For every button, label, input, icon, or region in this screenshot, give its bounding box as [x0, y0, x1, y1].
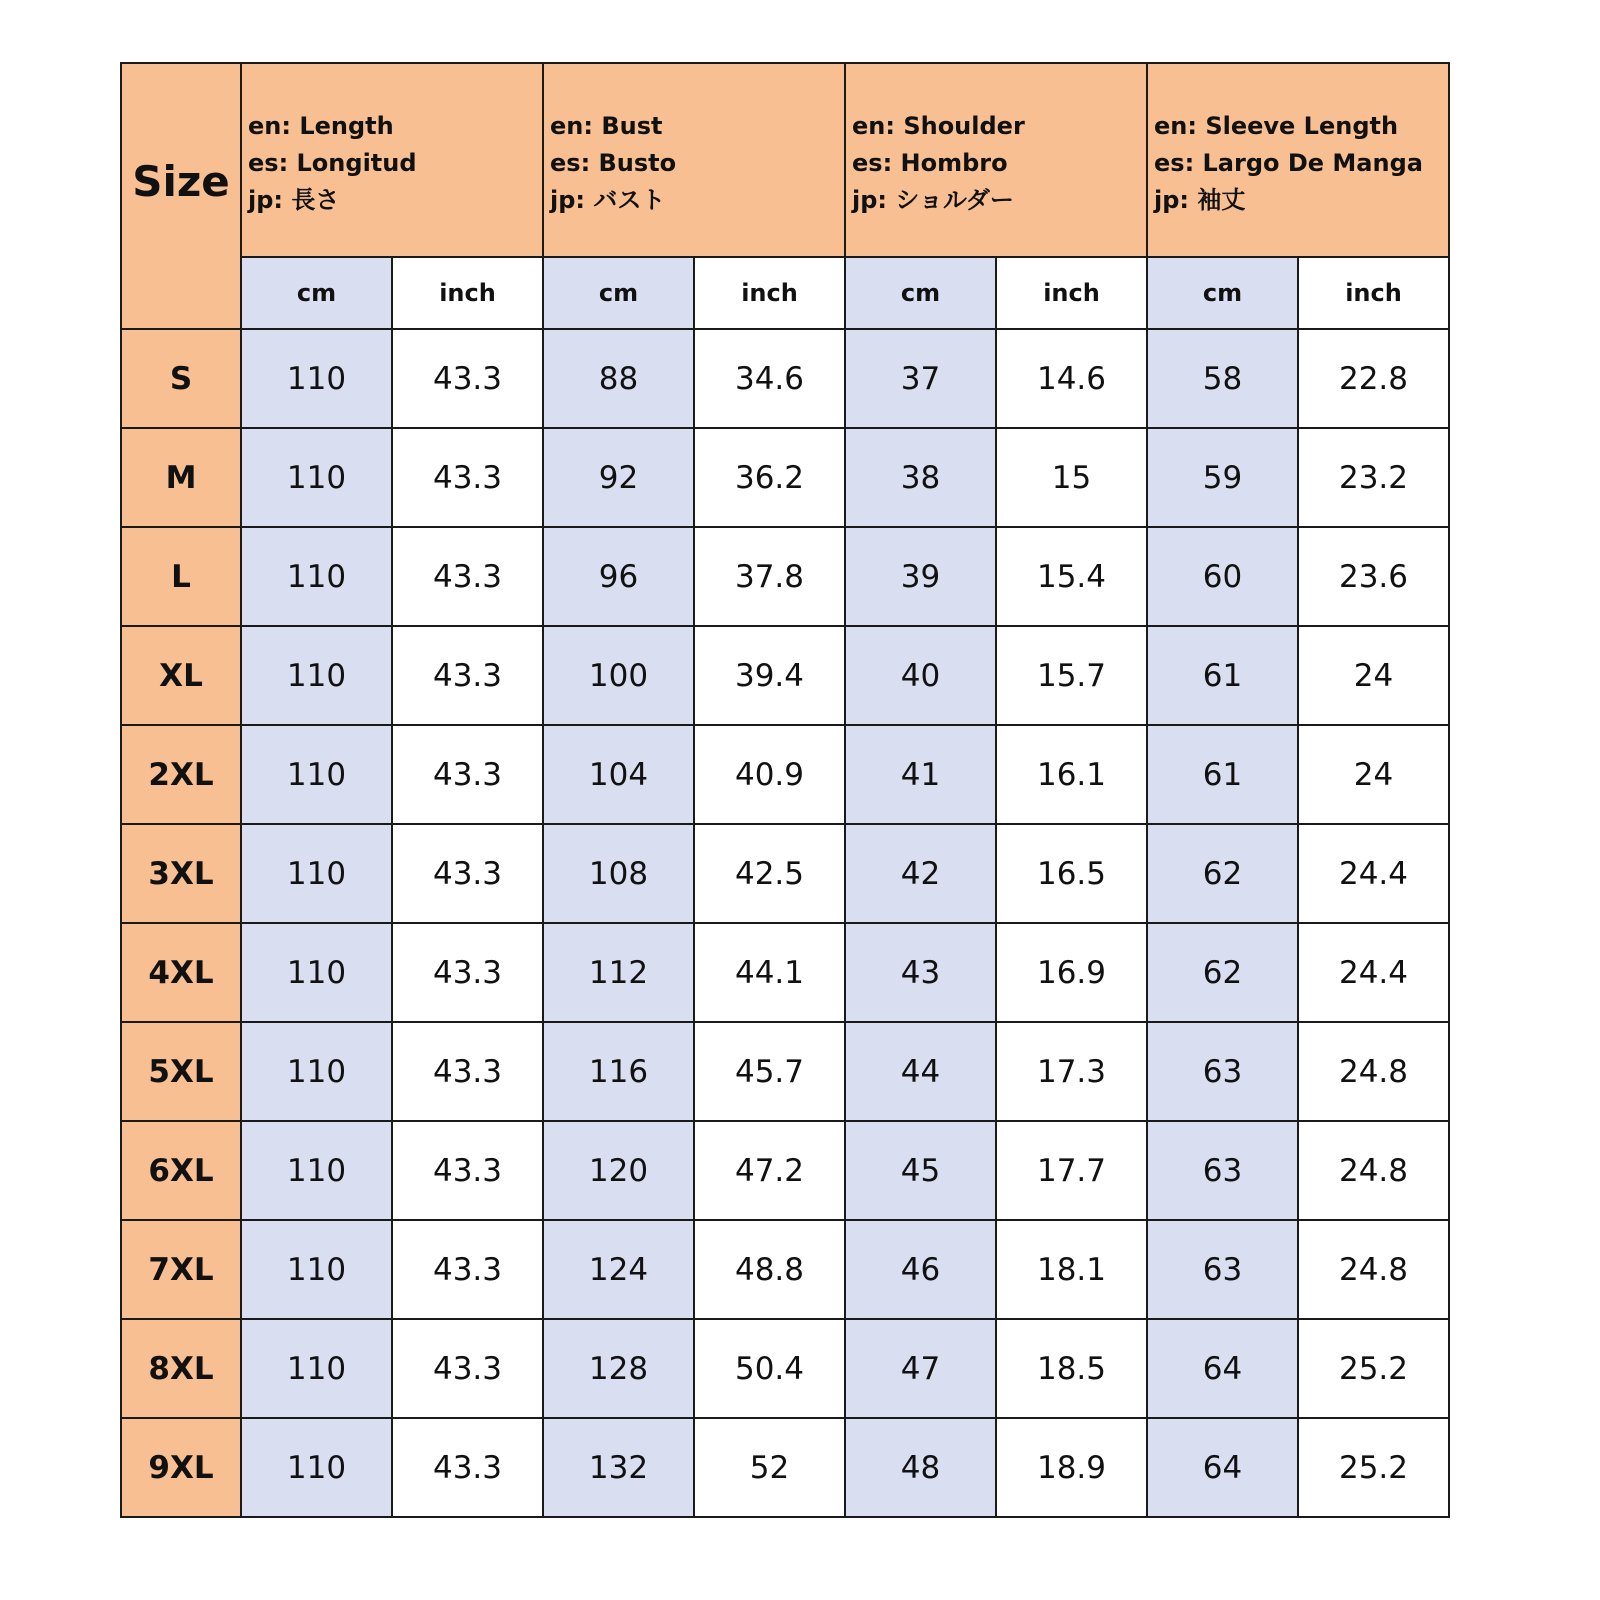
unit-inch-header: inch: [392, 257, 543, 329]
inch-value-cell: 16.1: [996, 725, 1147, 824]
length-header-jp: jp: 長さ: [248, 185, 340, 214]
inch-value-cell: 23.6: [1298, 527, 1449, 626]
shoulder-header-es: es: Hombro: [852, 148, 1008, 177]
unit-cm-header: cm: [241, 257, 392, 329]
cm-value-cell: 37: [845, 329, 996, 428]
inch-value-cell: 25.2: [1298, 1418, 1449, 1517]
cm-value-cell: 64: [1147, 1418, 1298, 1517]
inch-value-cell: 44.1: [694, 923, 845, 1022]
size-label-cell: L: [121, 527, 241, 626]
cm-value-cell: 110: [241, 1418, 392, 1517]
unit-inch-header: inch: [1298, 257, 1449, 329]
inch-value-cell: 43.3: [392, 1220, 543, 1319]
inch-value-cell: 43.3: [392, 923, 543, 1022]
cm-value-cell: 47: [845, 1319, 996, 1418]
cm-value-cell: 63: [1147, 1022, 1298, 1121]
inch-value-cell: 24: [1298, 725, 1449, 824]
inch-value-cell: 43.3: [392, 1022, 543, 1121]
inch-value-cell: 18.1: [996, 1220, 1147, 1319]
inch-value-cell: 43.3: [392, 329, 543, 428]
inch-value-cell: 18.5: [996, 1319, 1147, 1418]
cm-value-cell: 60: [1147, 527, 1298, 626]
inch-value-cell: 24: [1298, 626, 1449, 725]
cm-value-cell: 45: [845, 1121, 996, 1220]
sleeve-length-header-jp: jp: 袖丈: [1154, 185, 1246, 214]
cm-value-cell: 44: [845, 1022, 996, 1121]
cm-value-cell: 110: [241, 1022, 392, 1121]
bust-header-es: es: Busto: [550, 148, 677, 177]
cm-value-cell: 61: [1147, 626, 1298, 725]
cm-value-cell: 116: [543, 1022, 694, 1121]
size-column-header: Size: [121, 63, 241, 329]
inch-value-cell: 37.8: [694, 527, 845, 626]
inch-value-cell: 24.8: [1298, 1022, 1449, 1121]
cm-value-cell: 110: [241, 329, 392, 428]
bust-header: [543, 63, 845, 257]
inch-value-cell: 42.5: [694, 824, 845, 923]
inch-value-cell: 16.5: [996, 824, 1147, 923]
shoulder-header-en: en: Shoulder: [852, 111, 1025, 140]
unit-inch-header: inch: [694, 257, 845, 329]
size-label-cell: 6XL: [121, 1121, 241, 1220]
cm-value-cell: 58: [1147, 329, 1298, 428]
unit-inch-header: inch: [996, 257, 1147, 329]
cm-value-cell: 46: [845, 1220, 996, 1319]
shoulder-header-jp: jp: ショルダー: [852, 185, 1014, 214]
inch-value-cell: 43.3: [392, 428, 543, 527]
inch-value-cell: 15: [996, 428, 1147, 527]
unit-cm-header: cm: [1147, 257, 1298, 329]
unit-cm-header: cm: [845, 257, 996, 329]
table-row: [121, 923, 1449, 1022]
inch-value-cell: 48.8: [694, 1220, 845, 1319]
size-label-cell: M: [121, 428, 241, 527]
cm-value-cell: 64: [1147, 1319, 1298, 1418]
cm-value-cell: 120: [543, 1121, 694, 1220]
table-row: [121, 527, 1449, 626]
inch-value-cell: 34.6: [694, 329, 845, 428]
inch-value-cell: 39.4: [694, 626, 845, 725]
inch-value-cell: 24.8: [1298, 1220, 1449, 1319]
table-row: [121, 626, 1449, 725]
size-label-cell: 3XL: [121, 824, 241, 923]
sleeve-length-header-es: es: Largo De Manga: [1154, 148, 1423, 177]
size-label-cell: 9XL: [121, 1418, 241, 1517]
table-row: [121, 428, 1449, 527]
cm-value-cell: 108: [543, 824, 694, 923]
cm-value-cell: 59: [1147, 428, 1298, 527]
cm-value-cell: 43: [845, 923, 996, 1022]
size-label-cell: S: [121, 329, 241, 428]
table-row: [121, 725, 1449, 824]
size-label-cell: XL: [121, 626, 241, 725]
bust-header-en: en: Bust: [550, 111, 663, 140]
inch-value-cell: 14.6: [996, 329, 1147, 428]
shoulder-header: [845, 63, 1147, 257]
size-label-cell: 7XL: [121, 1220, 241, 1319]
cm-value-cell: 38: [845, 428, 996, 527]
sleeve-length-header: [1147, 63, 1449, 257]
cm-value-cell: 124: [543, 1220, 694, 1319]
unit-header-row: [121, 257, 1449, 329]
inch-value-cell: 43.3: [392, 725, 543, 824]
table-row: [121, 1022, 1449, 1121]
cm-value-cell: 110: [241, 626, 392, 725]
cm-value-cell: 92: [543, 428, 694, 527]
cm-value-cell: 96: [543, 527, 694, 626]
size-label-cell: 8XL: [121, 1319, 241, 1418]
cm-value-cell: 42: [845, 824, 996, 923]
cm-value-cell: 110: [241, 527, 392, 626]
cm-value-cell: 110: [241, 1319, 392, 1418]
inch-value-cell: 17.3: [996, 1022, 1147, 1121]
cm-value-cell: 110: [241, 428, 392, 527]
cm-value-cell: 39: [845, 527, 996, 626]
bust-header-jp: jp: バスト: [550, 185, 666, 214]
sleeve-length-header-en: en: Sleeve Length: [1154, 111, 1399, 140]
table-row: [121, 1220, 1449, 1319]
cm-value-cell: 110: [241, 725, 392, 824]
inch-value-cell: 24.4: [1298, 824, 1449, 923]
cm-value-cell: 110: [241, 1121, 392, 1220]
inch-value-cell: 43.3: [392, 824, 543, 923]
inch-value-cell: 43.3: [392, 527, 543, 626]
table-row: [121, 1418, 1449, 1517]
inch-value-cell: 43.3: [392, 626, 543, 725]
inch-value-cell: 50.4: [694, 1319, 845, 1418]
cm-value-cell: 48: [845, 1418, 996, 1517]
size-chart-table: [120, 62, 1450, 1518]
cm-value-cell: 63: [1147, 1121, 1298, 1220]
measurement-header-row: [121, 63, 1449, 257]
inch-value-cell: 45.7: [694, 1022, 845, 1121]
inch-value-cell: 17.7: [996, 1121, 1147, 1220]
cm-value-cell: 61: [1147, 725, 1298, 824]
table-row: [121, 1121, 1449, 1220]
inch-value-cell: 36.2: [694, 428, 845, 527]
unit-cm-header: cm: [543, 257, 694, 329]
cm-value-cell: 40: [845, 626, 996, 725]
table-row: [121, 329, 1449, 428]
table-row: [121, 1319, 1449, 1418]
inch-value-cell: 52: [694, 1418, 845, 1517]
inch-value-cell: 15.4: [996, 527, 1147, 626]
inch-value-cell: 22.8: [1298, 329, 1449, 428]
inch-value-cell: 15.7: [996, 626, 1147, 725]
length-header-en: en: Length: [248, 111, 394, 140]
cm-value-cell: 88: [543, 329, 694, 428]
inch-value-cell: 24.8: [1298, 1121, 1449, 1220]
length-header: [241, 63, 543, 257]
size-label-cell: 4XL: [121, 923, 241, 1022]
inch-value-cell: 16.9: [996, 923, 1147, 1022]
cm-value-cell: 132: [543, 1418, 694, 1517]
cm-value-cell: 112: [543, 923, 694, 1022]
inch-value-cell: 43.3: [392, 1121, 543, 1220]
length-header-es: es: Longitud: [248, 148, 417, 177]
cm-value-cell: 128: [543, 1319, 694, 1418]
size-label-cell: 5XL: [121, 1022, 241, 1121]
table-row: [121, 824, 1449, 923]
cm-value-cell: 62: [1147, 923, 1298, 1022]
inch-value-cell: 23.2: [1298, 428, 1449, 527]
inch-value-cell: 18.9: [996, 1418, 1147, 1517]
size-label-cell: 2XL: [121, 725, 241, 824]
cm-value-cell: 110: [241, 923, 392, 1022]
cm-value-cell: 63: [1147, 1220, 1298, 1319]
cm-value-cell: 100: [543, 626, 694, 725]
inch-value-cell: 43.3: [392, 1319, 543, 1418]
inch-value-cell: 47.2: [694, 1121, 845, 1220]
inch-value-cell: 40.9: [694, 725, 845, 824]
cm-value-cell: 41: [845, 725, 996, 824]
inch-value-cell: 24.4: [1298, 923, 1449, 1022]
cm-value-cell: 104: [543, 725, 694, 824]
cm-value-cell: 110: [241, 1220, 392, 1319]
inch-value-cell: 25.2: [1298, 1319, 1449, 1418]
cm-value-cell: 62: [1147, 824, 1298, 923]
inch-value-cell: 43.3: [392, 1418, 543, 1517]
cm-value-cell: 110: [241, 824, 392, 923]
